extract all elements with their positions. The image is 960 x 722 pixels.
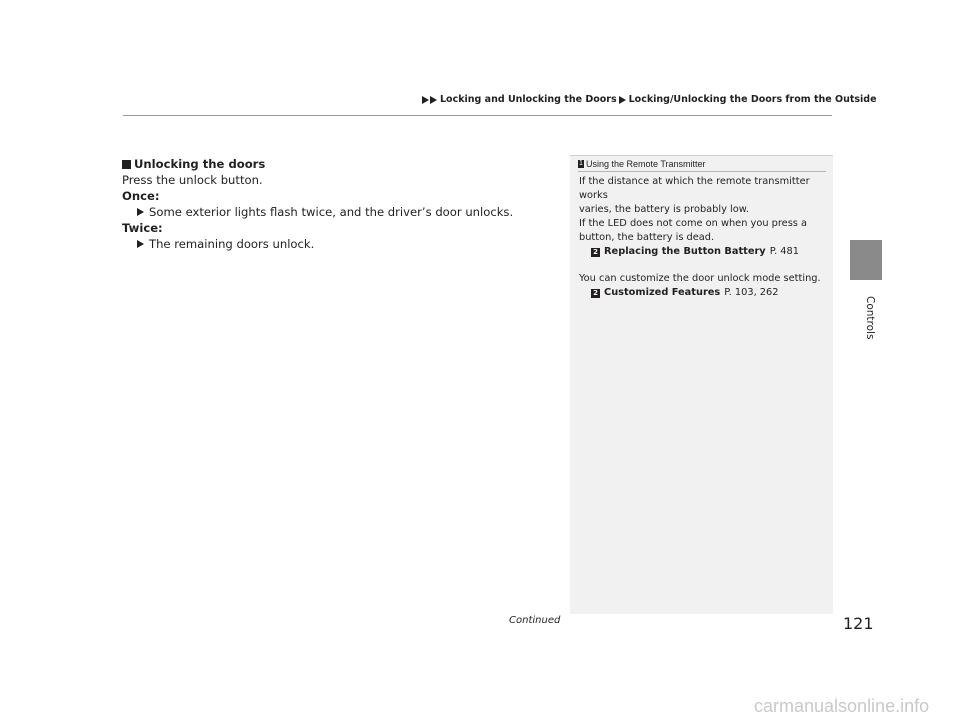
sidebar-line: button, the battery is dead. (579, 232, 715, 243)
sidebar-title (578, 159, 706, 169)
step-arrow-icon (137, 208, 144, 216)
cross-reference-customized[interactable] (579, 286, 829, 300)
sidebar-body (579, 175, 829, 300)
once-step (122, 204, 552, 220)
chapter-tab-label: Controls (864, 296, 876, 340)
sidebar-divider (578, 171, 826, 172)
breadcrumb (422, 94, 879, 105)
twice-step (122, 236, 552, 252)
note-number-icon: 1 (579, 160, 583, 167)
continued-label: Continued (509, 615, 561, 626)
sidebar-line: If the LED does not come on when you press a (579, 218, 808, 229)
watermark: carmanualsonline.info (754, 696, 930, 716)
once-label: Once: (122, 189, 160, 203)
twice-text: The remaining doors unlock. (149, 237, 315, 251)
step-arrow-icon (137, 240, 144, 248)
heading-text: Unlocking the doors (134, 157, 266, 171)
sidebar-note (570, 155, 833, 614)
reference-icon: 2 (591, 289, 600, 298)
section-heading (122, 156, 552, 172)
reference-page: P. 103, 262 (724, 287, 779, 298)
arrow-icon (422, 96, 429, 104)
square-bullet-icon (122, 160, 131, 169)
reference-icon: 2 (591, 248, 600, 257)
breadcrumb-section: Locking and Unlocking the Doors (440, 94, 617, 105)
sidebar-line: You can customize the door unlock mode setting. (579, 273, 821, 284)
breadcrumb-subsection: Locking/Unlocking the Doors from the Outside (628, 94, 877, 105)
arrow-icon (430, 96, 437, 104)
reference-title: Replacing the Button Battery (604, 246, 766, 257)
reference-page: P. 481 (769, 246, 799, 257)
intro-text: Press the unlock button. (122, 173, 263, 187)
once-text: Some exterior lights flash twice, and the driver’s door unlocks. (149, 205, 514, 219)
sidebar-line: varies, the battery is probably low. (579, 204, 749, 215)
cross-reference-battery[interactable] (579, 245, 829, 259)
twice-label: Twice: (122, 221, 163, 235)
header-divider (123, 115, 832, 116)
reference-title: Customized Features (604, 287, 721, 298)
chapter-tab (850, 240, 882, 280)
arrow-icon (619, 96, 626, 104)
sidebar-title-text: Using the Remote Transmitter (586, 159, 706, 169)
sidebar-line: If the distance at which the remote transmitter works (579, 176, 810, 201)
main-content (122, 156, 552, 252)
page-number: 121 (843, 614, 874, 633)
